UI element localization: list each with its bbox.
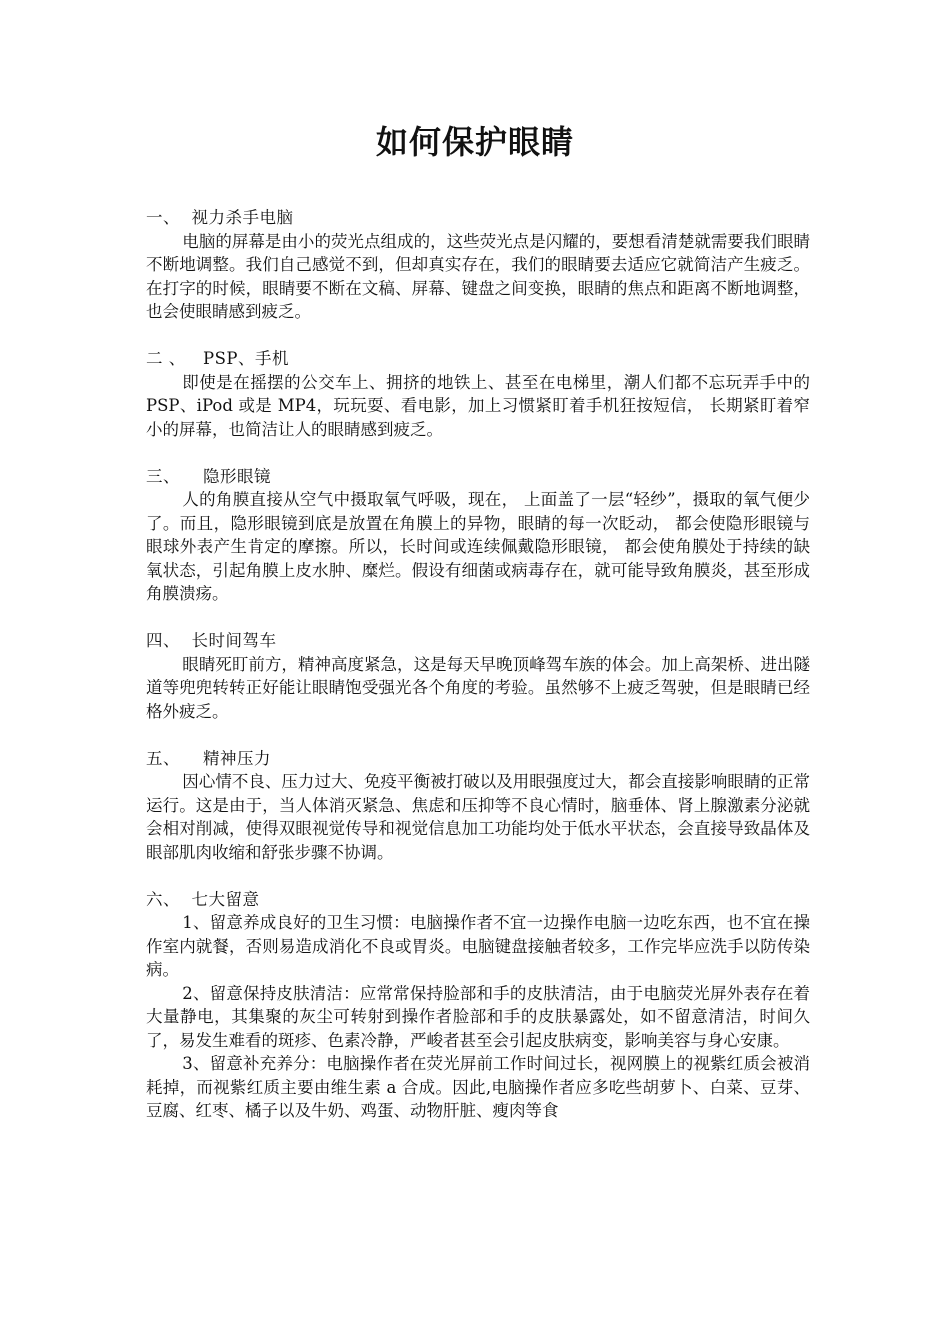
list-item-paragraph: 1、留意养成良好的卫生习惯：电脑操作者不宜一边操作电脑一边吃东西，也不宜在操作室内就餐，否则易造成消化不良或胃炎。电脑键盘接触者较多，工作完毕应洗手以防传染病。 [146,913,810,979]
list-item-paragraph: 3、留意补充养分：电脑操作者在荧光屏前工作时间过长，视网膜上的视紫红质会被消耗掉，而视紫红质主要由维生素 a 合成。因此,电脑操作者应多吃些胡萝卜、白菜、豆芽、豆腐、红枣、橘子以及牛奶、鸡蛋、动物肝脏、瘦肉等食 [146,1054,810,1120]
section-heading: 二 、 PSP、手机 [146,349,289,368]
section-5 [146,747,810,865]
paragraph: 电脑的屏幕是由小的荧光点组成的，这些荧光点是闪耀的，要想看清楚就需要我们眼睛不断地调整。我们自己感觉不到，但却真实存在，我们的眼睛要去适应它就简洁产生疲乏。在打字的时候，眼睛要不断在文稿、屏幕、键盘之间变换，眼睛的焦点和距离不断地调整，也会使眼睛感到疲乏。 [146,231,810,321]
paragraph: 眼睛死盯前方，精神高度紧急，这是每天早晚顶峰驾车族的体会。加上高架桥、进出隧道等兜兜转转正好能让眼睛饱受强光各个角度的考验。虽然够不上疲乏驾驶，但是眼睛已经格外疲乏。 [146,654,810,721]
paragraph: 因心情不良、压力过大、免疫平衡被打破以及用眼强度过大，都会直接影响眼睛的正常运行。这是由于，当人体消灭紧急、焦虑和压抑等不良心情时，脑垂体、肾上腺激素分泌就会相对削减，使得双眼视觉传导和视觉信息加工功能均处于低水平状态，会直接导致晶体及眼部肌肉收缩和舒张步骤不协调。 [146,772,810,862]
section-heading: 四、 长时间驾车 [146,631,277,650]
section-heading: 六、 七大留意 [146,889,260,909]
section-4 [146,629,810,723]
section-heading: 五、 精神压力 [146,748,271,768]
section-2 [146,347,810,441]
section-1 [146,206,810,324]
section-6 [146,888,810,1123]
section-3 [146,465,810,606]
section-heading: 一、 视力杀手电脑 [146,208,294,227]
paragraph: 人的角膜直接从空气中摄取氧气呼吸，现在， 上面盖了一层“轻纱”，摄取的氧气便少了。而且，隐形眼镜到底是放置在角膜上的异物，眼睛的每一次眨动， 都会使隐形眼镜与眼球外表产生肯定的摩擦。所以，长时间或连续佩戴隐形眼镜， 都会使角膜处于持续的缺氧状态，引起角膜上皮水肿、糜烂。假设有细菌或病毒存在，就可能导致角膜炎，甚至形成角膜溃疡。 [146,490,810,603]
document-body [146,206,810,1146]
paragraph: 即使是在摇摆的公交车上、拥挤的地铁上、甚至在电梯里，潮人们都不忘玩弄手中的 PSP、iPod 或是 MP4，玩玩耍、看电影，加上习惯紧盯着手机狂按短信， 长期紧盯着窄小的屏幕，也简洁让人的眼睛感到疲乏。 [146,372,810,439]
list-item-paragraph: 2、留意保持皮肤清洁：应常常保持脸部和手的皮肤清洁，由于电脑荧光屏外表存在着大量静电，其集聚的灰尘可转射到操作者脸部和手的皮肤暴露处，如不留意清洁，时间久了，易发生难看的斑疹、色素冷静，严峻者甚至会引起皮肤病变，影响美容与身心安康。 [146,983,810,1050]
document-title: 如何保护眼睛 [375,123,574,161]
section-heading: 三、 隐形眼镜 [146,466,271,486]
